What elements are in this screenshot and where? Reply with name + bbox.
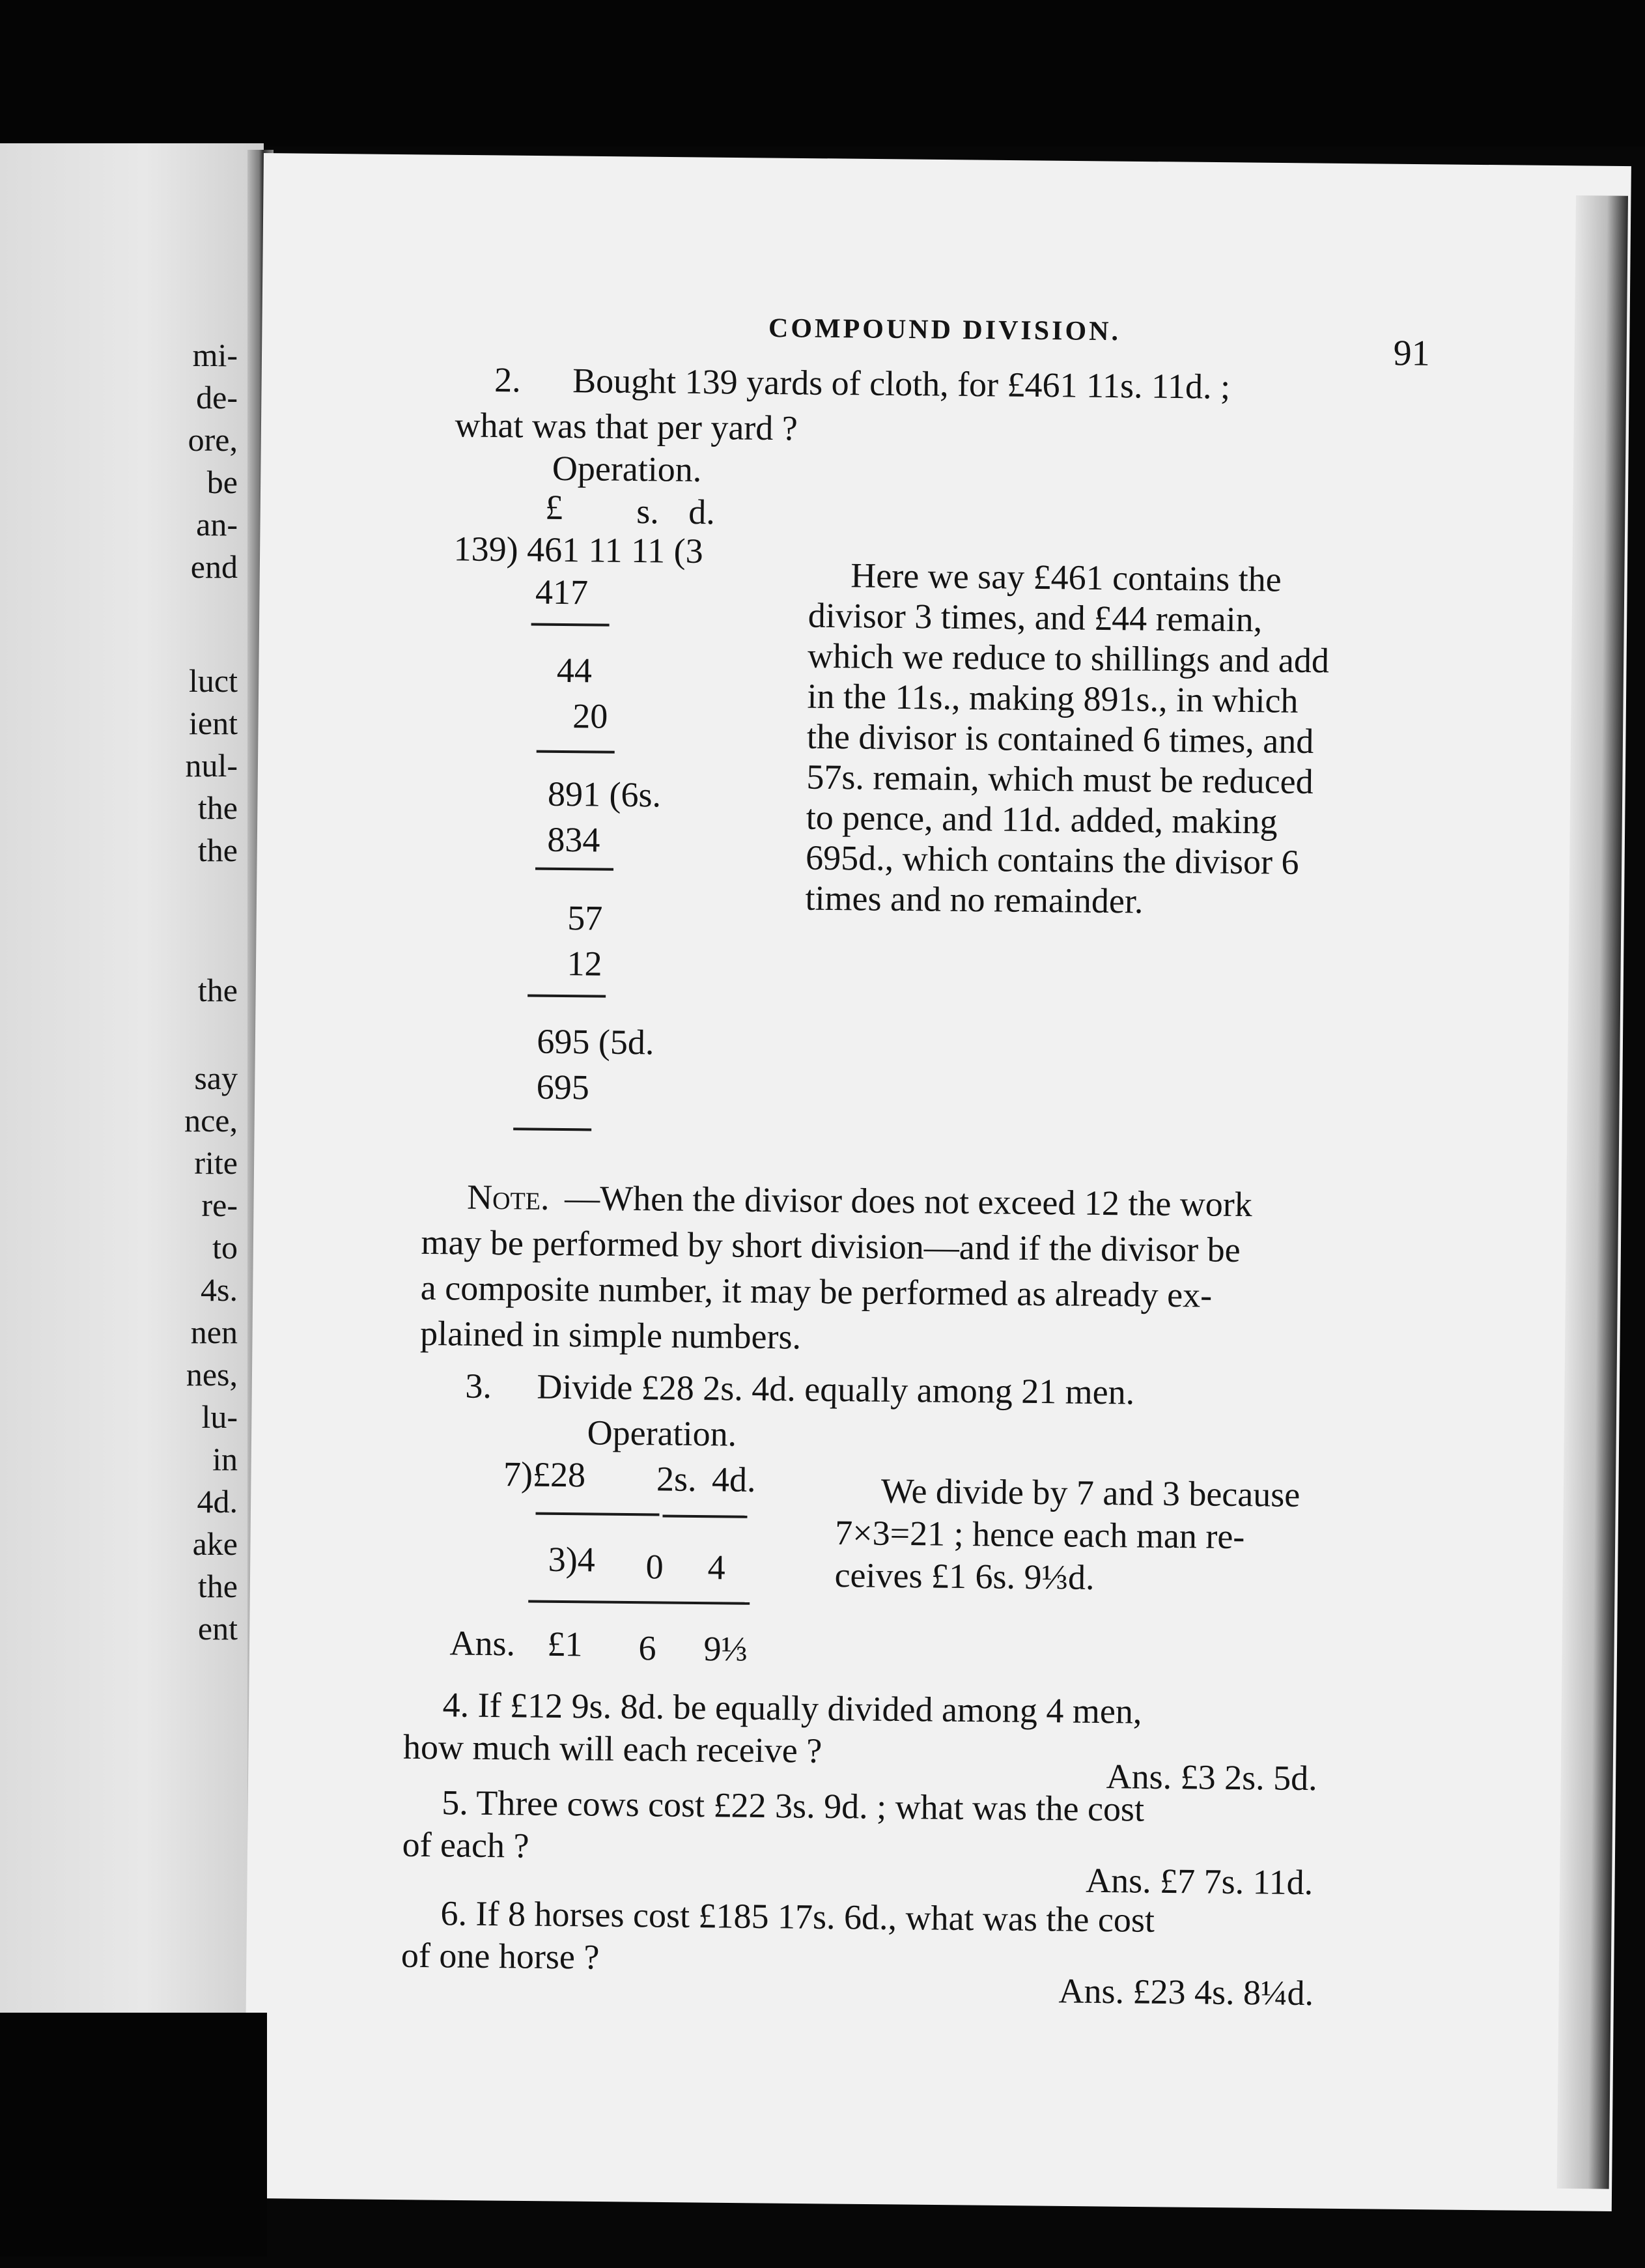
page-number: 91 [1393, 333, 1430, 374]
problem-number: 3. [465, 1366, 492, 1406]
problem-text: Bought 139 yards of cloth, for £461 11s. 11d. ; [572, 361, 1231, 406]
problem-text: of each ? [402, 1824, 529, 1865]
answer: Ans. £23 4s. 8¼d. [1058, 1971, 1314, 2013]
left-fragment: mi- [192, 337, 238, 373]
answer: Ans. £7 7s. 11d. [1085, 1860, 1314, 1903]
left-fragment: rite [194, 1144, 238, 1181]
operation-label: Operation. [587, 1413, 737, 1454]
column-head: s. [636, 492, 660, 532]
note-line: a composite number, it may be performed as already ex- [420, 1268, 1213, 1315]
work-step: 0 [645, 1547, 664, 1587]
problem-text: of one horse ? [401, 1935, 600, 1977]
answer-value: £1 [547, 1624, 583, 1664]
column-head: d. [688, 492, 716, 532]
left-fragment: the [197, 972, 238, 1008]
left-fragment: to [212, 1229, 238, 1266]
work-step: 2s. [656, 1459, 697, 1499]
work-rule [662, 1515, 747, 1518]
left-fragment: nul- [185, 747, 238, 784]
left-fragment: 4d. [197, 1483, 238, 1520]
work-step: 3)4 [548, 1539, 596, 1580]
work-step: 834 [547, 819, 600, 860]
problem-text: Divide £28 2s. 4d. equally among 21 men. [537, 1367, 1135, 1412]
left-fragment: nce, [184, 1102, 238, 1139]
note-line: plained in simple numbers. [419, 1313, 802, 1357]
column-head: £ [545, 487, 563, 527]
work-step: 20 [572, 696, 608, 736]
explanation-line: divisor 3 times, and £44 remain, [808, 595, 1263, 640]
problem-number: 2. [494, 360, 521, 400]
operation-label: Operation. [552, 448, 702, 490]
explanation-line: the divisor is contained 6 times, and [806, 716, 1314, 761]
explanation-line: We divide by 7 and 3 because [880, 1471, 1301, 1514]
explanation-line: Here we say £461 contains the [851, 556, 1282, 599]
left-fragment: de- [196, 379, 238, 416]
problem-text: 6. If 8 horses cost £185 17s. 6d., what was the cost [440, 1893, 1155, 1940]
division-line: 139) 461 11 11 (3 [453, 529, 703, 571]
problem-text: 5. Three cows cost £22 3s. 9d. ; what was the cost [441, 1783, 1145, 1829]
left-fragment: ore, [188, 421, 238, 458]
work-step: 44 [556, 650, 593, 690]
work-step: 57 [567, 898, 603, 938]
left-fragment: an- [196, 506, 238, 543]
note-line: —When the divisor does not exceed 12 the work [564, 1178, 1253, 1225]
explanation-line: 7×3=21 ; hence each man re- [834, 1513, 1245, 1557]
running-title: COMPOUND DIVISION. [768, 313, 1121, 347]
explanation-line: in the 11s., making 891s., in which [807, 676, 1299, 720]
problem-text: how much will each receive ? [402, 1727, 822, 1770]
note-line: may be performed by short division—and if the divisor be [421, 1222, 1241, 1270]
explanation-line: to pence, and 11d. added, making [806, 797, 1278, 842]
left-fragment: nes, [186, 1356, 238, 1393]
left-fragment: luct [189, 662, 238, 699]
explanation-line: ceives £1 6s. 9⅓d. [834, 1555, 1095, 1597]
work-step: 695 [536, 1067, 590, 1107]
work-rule [528, 1600, 750, 1605]
left-fragment: ient [189, 705, 238, 741]
explanation-line: 57s. remain, which must be reduced [806, 757, 1314, 802]
left-fragment: say [194, 1060, 238, 1096]
left-fragment: lu- [201, 1398, 238, 1435]
left-fragment: ent [197, 1610, 238, 1647]
left-fragment: re- [201, 1187, 238, 1223]
left-fragment: ake [192, 1525, 238, 1562]
left-fragment: 4s. [201, 1271, 238, 1308]
explanation-line: which we reduce to shillings and add [807, 636, 1330, 681]
explanation-line: times and no remainder. [805, 878, 1144, 921]
left-fragment: be [206, 464, 238, 500]
work-rule [531, 623, 610, 627]
work-step: 7)£28 [503, 1454, 586, 1495]
left-fragment: nen [190, 1314, 238, 1350]
work-rule [513, 1127, 591, 1131]
work-rule [527, 994, 606, 997]
left-fragment: the [197, 789, 238, 826]
left-fragment: the [197, 832, 238, 868]
work-rule [537, 750, 615, 754]
work-step: 4 [707, 1548, 726, 1587]
note-label: Note. [466, 1177, 550, 1217]
explanation-line: 695d., which contains the divisor 6 [805, 838, 1299, 882]
work-step: 695 (5d. [537, 1021, 654, 1062]
answer: Ans. £3 2s. 5d. [1106, 1757, 1317, 1798]
left-fragment: end [190, 548, 238, 585]
problem-text: what was that per yard ? [455, 405, 798, 448]
work-rule [535, 1512, 659, 1516]
answer-value: 9⅓ [703, 1629, 748, 1669]
work-step: 417 [535, 572, 589, 612]
left-fragment: in [212, 1441, 238, 1477]
work-rule [535, 868, 613, 871]
work-step: 4d. [711, 1460, 756, 1499]
problem-text: 4. If £12 9s. 8d. be equally divided among 4 men, [442, 1685, 1142, 1731]
work-step: 891 (6s. [547, 774, 662, 815]
answer-value: 6 [638, 1628, 656, 1668]
answer-label: Ans. [449, 1623, 516, 1664]
work-step: 12 [567, 944, 602, 984]
left-fragment: the [197, 1568, 238, 1604]
